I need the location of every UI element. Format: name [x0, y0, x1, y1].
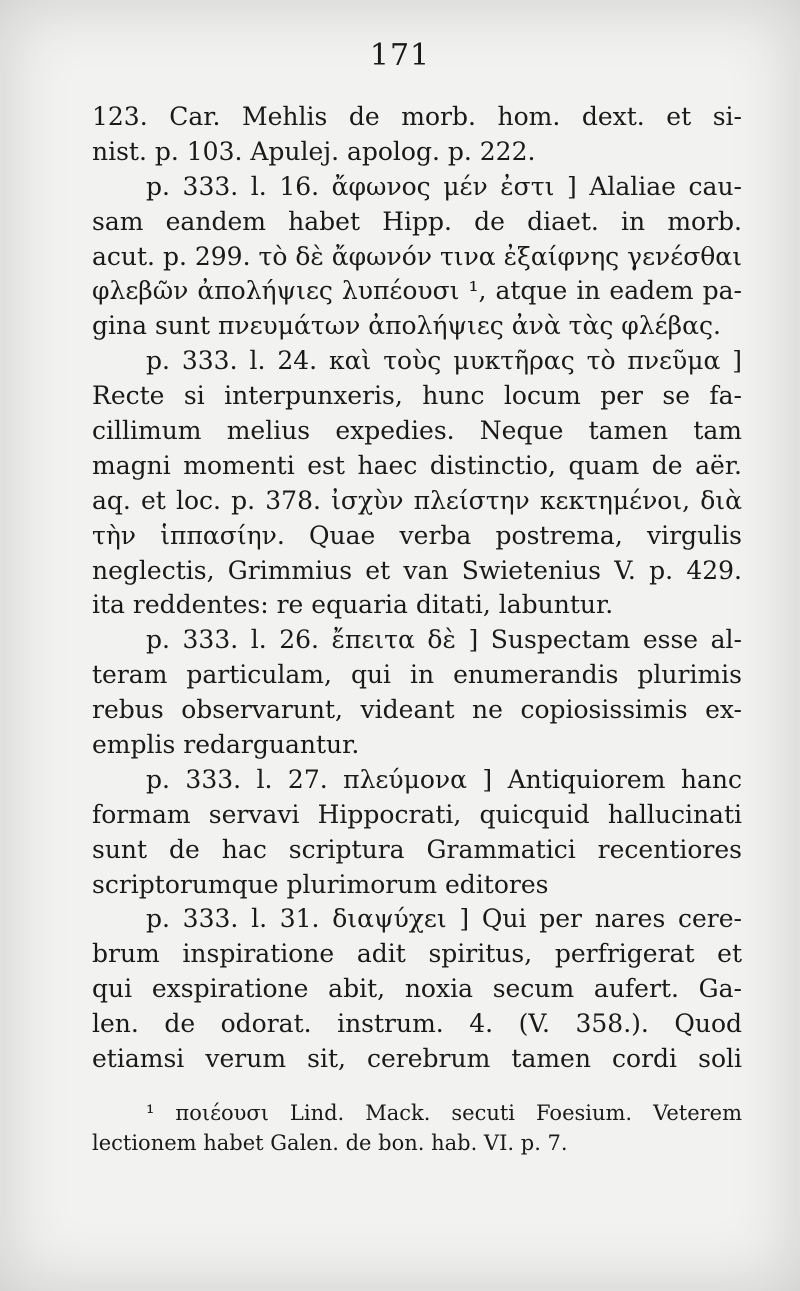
text-line-24: p. 333. l. 31. διαψύχει ] Qui per nares cere- [146, 904, 742, 934]
text-line-13: τὴν ἱππασίην. Quae verba postrema, virgulis [92, 520, 742, 550]
text-line-18: rebus observarunt, videant ne copiosissimis ex- [92, 695, 742, 725]
text-line-16: p. 333. l. 26. ἔπειτα δὲ ] Suspectam esse al- [146, 625, 742, 655]
text-line-7: gina sunt πνευμάτων ἀπολήψιες ἀνὰ τὰς φλέβας. [92, 311, 721, 341]
footnote-line-2: lectionem habet Galen. de bon. hab. VI. p. 7. [92, 1131, 568, 1155]
footnote-line-1: ¹ ποιέουσι Lind. Mack. secuti Foesium. Veterem [146, 1101, 742, 1125]
text-line-17: teram particulam, qui in enumerandis plurimis [92, 660, 742, 690]
text-line-6: φλεβῶν ἀπολήψιες λυπέουσι ¹, atque in eadem pa- [92, 276, 742, 306]
text-line-9: Recte si interpunxeris, hunc locum per se fa- [92, 381, 742, 411]
text-line-10: cillimum melius expedies. Neque tamen tam [92, 416, 742, 446]
body-text [92, 100, 742, 1077]
text-line-1: 123. Car. Mehlis de morb. hom. dext. et si- [92, 102, 742, 131]
text-line-27: len. de odorat. instrum. 4. (V. 358.). Quod [92, 1009, 742, 1039]
text-line-11: magni momenti est haec distinctio, quam de aër. [92, 450, 742, 480]
text-line-14: neglectis, Grimmius et van Swietenius V. p. 429. [92, 555, 742, 585]
text-line-23: scriptorumque plurimorum editores [92, 869, 549, 899]
text-line-8: p. 333. l. 24. καὶ τοὺς μυκτῆρας τὸ πνεῦμα ] [146, 346, 742, 376]
text-line-19: emplis redarguantur. [92, 730, 360, 760]
text-line-12: aq. et loc. p. 378. ἰσχὺν πλείστην κεκτημένοι, διὰ [92, 485, 742, 515]
text-line-26: qui exspiratione abit, noxia secum aufert. Ga- [92, 974, 742, 1004]
page-number: 171 [369, 38, 431, 73]
text-line-22: sunt de hac scriptura Grammatici recentiores [92, 834, 742, 864]
text-line-25: brum inspiratione adit spiritus, perfrigerat et [92, 939, 742, 969]
text-line-2: nist. p. 103. Apulej. apolog. p. 222. [92, 136, 536, 166]
text-line-20: p. 333. l. 27. πλεύμονα ] Antiquiorem hanc [146, 764, 742, 794]
text-line-4: sam eandem habet Hipp. de diaet. in morb. [92, 206, 742, 236]
text-line-21: formam servavi Hippocrati, quicquid hallucinati [92, 799, 742, 829]
footnotes [92, 1098, 742, 1158]
text-line-5: acut. p. 299. τὸ δὲ ἄφωνόν τινα ἐξαίφνης γενέσθαι [92, 241, 742, 271]
text-line-28: etiamsi verum sit, cerebrum tamen cordi soli [92, 1044, 742, 1074]
text-line-15: ita reddentes: re equaria ditati, labuntur. [92, 590, 614, 620]
text-line-3: p. 333. l. 16. ἄφωνος μέν ἐστι ] Alaliae cau- [146, 171, 742, 201]
